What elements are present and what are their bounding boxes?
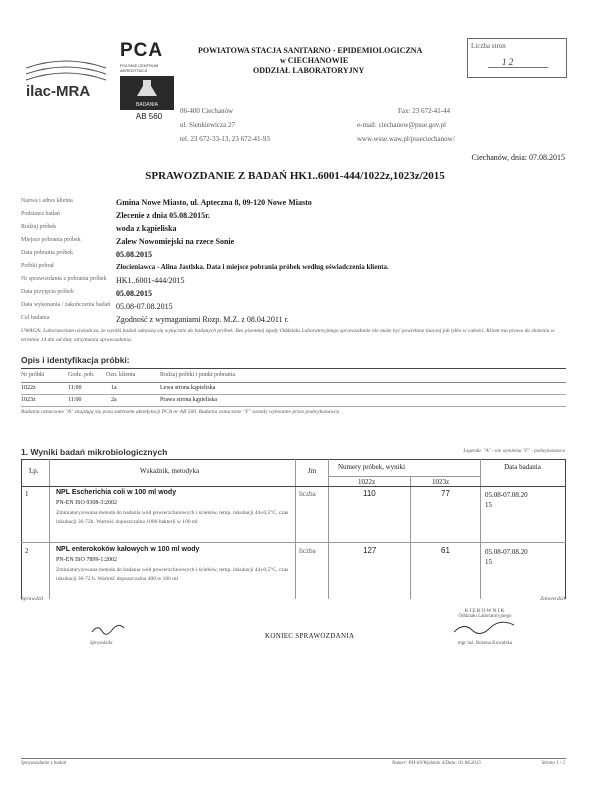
result-name: NPL enterokoków kałowych w 100 ml wody xyxy=(56,546,200,553)
stamp-line3: mgr inż. Bożena Kowalska xyxy=(457,641,513,646)
sheet-count-underline xyxy=(488,67,548,68)
results-col-sample1: 1022z xyxy=(358,478,376,486)
field-row xyxy=(21,302,561,312)
field-row xyxy=(21,289,561,299)
table-border xyxy=(21,459,22,599)
field-row xyxy=(21,198,561,208)
result-norm: PN-EN ISO 9308-3:2002 xyxy=(56,500,117,506)
results-left-note: Sprawdził xyxy=(21,596,44,602)
samples-col-header: Godz. pob. xyxy=(68,372,95,378)
table-cell: 11:00 xyxy=(68,385,82,391)
stamp-line2: Oddziału Laboratoryjnego xyxy=(458,614,512,619)
divider xyxy=(21,406,566,407)
results-col-numbers: Numery próbek, wyniki xyxy=(338,463,406,471)
field-value: 05.08.2015 xyxy=(116,289,152,298)
table-border xyxy=(410,476,411,599)
results-col-param: Wskaźnik, metodyka xyxy=(140,467,200,475)
header-institution-line2: w CIECHANOWIE xyxy=(280,56,349,65)
field-value: HK1..6001-444/2015 xyxy=(116,276,185,285)
field-value: Gmina Nowe Miasto, ul. Apteczna 8, 09-120 Nowe Miasto xyxy=(116,198,312,207)
result-date: 05.08-07.08.2015 xyxy=(485,548,528,566)
field-value: 05.08.2015 xyxy=(116,250,152,259)
divider xyxy=(21,382,566,383)
table-border xyxy=(295,459,296,599)
left-signature xyxy=(90,622,130,646)
approval-stamp xyxy=(420,608,550,646)
header-institution-line1: POWIATOWA STACJA SANITARNO - EPIDEMIOLOGICZNA xyxy=(198,46,423,55)
field-value: woda z kąpieliska xyxy=(116,224,177,233)
field-label: Nazwa i adres klienta xyxy=(21,198,73,204)
result-date: 05.08-07.08.2015 xyxy=(485,491,528,509)
lab-website: www.wsse.waw.pl/psseciechanow/ xyxy=(357,135,455,143)
result-unit: liczba xyxy=(299,547,316,555)
field-label: Data przyjęcia próbek xyxy=(21,289,74,295)
report-title: SPRAWOZDANIE Z BADAŃ HK1..6001-444/1022z,1023z/2015 xyxy=(145,170,445,182)
table-border xyxy=(328,459,329,599)
divider xyxy=(21,542,566,543)
sheet-count-box xyxy=(467,38,567,78)
lab-email: e-mail: ciechanow@psse.gov.pl xyxy=(357,121,446,129)
lab-fax: Fax: 23 672-41-44 xyxy=(398,107,451,115)
table-border xyxy=(480,459,481,599)
field-value: Zalew Nowomiejski na rzece Sonie xyxy=(116,237,235,246)
pca-badge xyxy=(120,76,174,110)
field-row xyxy=(21,211,561,221)
left-signature-label: Sprawdziła xyxy=(90,641,113,646)
footer-divider xyxy=(21,758,566,759)
field-label: Cel badania xyxy=(21,315,50,321)
field-row xyxy=(21,276,561,286)
sheet-count-value: 1 2 xyxy=(502,57,514,67)
table-cell: Lewa strona kąpieliska xyxy=(160,385,216,391)
table-cell: Prawa strona kąpieliska xyxy=(160,397,217,403)
samples-col-header: Nr próbki xyxy=(21,372,45,378)
field-label: Próbki pobrał xyxy=(21,263,54,269)
result-unit: liczba xyxy=(299,490,316,498)
result-norm: PN-EN ISO 7899-1:2002 xyxy=(56,557,117,563)
pca-logo xyxy=(120,40,178,125)
footer-page-number: Strona 1 / 2 xyxy=(541,761,565,766)
notice-text: UWAGA: Laboratorium oświadcza, że wyniki badań odnoszą się wyłącznie do badanych próbek. Bez pisemnej zgody Oddziału Laboratoryjnego sprawozdanie nie może być powielane inaczej jak tylko w całości. Klient ma prawo do złożenia w terminie 14 dni od daty otrzymania sprawozdania. xyxy=(21,328,555,343)
divider xyxy=(21,368,566,369)
result-value: 110 xyxy=(363,489,376,498)
pca-logo-text: PCA xyxy=(120,40,164,61)
lab-address-city: 06-400 Ciechanów xyxy=(180,107,234,115)
results-legend: Legenda: "A" - nie wymienia "F" - podwykonawca xyxy=(463,449,565,454)
field-row xyxy=(21,224,561,234)
stamp-line1: KIEROWNIK xyxy=(464,608,506,614)
signature-scribble-icon xyxy=(450,620,520,636)
ilac-mra-logo xyxy=(20,48,115,108)
flask-icon xyxy=(120,76,174,100)
field-value: Zlecenie z dnia 05.08.2015r. xyxy=(116,211,210,220)
field-label: Data wykonania / zakończenia badań xyxy=(21,302,111,308)
pca-number: AB 560 xyxy=(135,112,163,121)
lab-address-street: ul. Sienkiewicza 27 xyxy=(180,121,236,129)
divider xyxy=(328,476,480,477)
results-col-lp: Lp. xyxy=(29,467,39,475)
lab-address-phone: tel. 23 672-33-13, 23 672-41-93 xyxy=(180,135,270,143)
field-label: Rodzaj próbek xyxy=(21,224,57,230)
field-value: 05.08-07.08.2015 xyxy=(116,302,173,311)
results-col-unit: Jm xyxy=(308,467,317,475)
end-of-report: KONIEC SPRAWOZDANIA xyxy=(265,632,355,640)
footer-left: Sprawozdanie z badań xyxy=(21,761,67,766)
field-value: Złocieniawca - Alina Jastlska. Data i miejsce pobrania próbek według oświadczenia klienta. xyxy=(116,263,389,271)
samples-col-header: Ozn. klienta xyxy=(106,372,136,378)
field-label: Data pobrania próbek xyxy=(21,250,73,256)
field-label: Miejsce pobrania próbek xyxy=(21,237,81,243)
table-border xyxy=(49,459,50,599)
samples-heading: Opis i identyfikacja próbki: xyxy=(21,355,130,365)
table-cell: 1022z xyxy=(21,385,36,391)
field-row xyxy=(21,263,561,273)
ilac-logo-text: ilac-MRA xyxy=(26,83,91,100)
result-lp: 2 xyxy=(25,547,29,555)
field-label: Podstawa badań xyxy=(21,211,60,217)
results-heading: 1. Wyniki badań mikrobiologicznych xyxy=(21,447,168,457)
footer-center: Numer: PH-03/Wydanie 4/Data: 01.08.2015 xyxy=(392,761,481,766)
result-value: 127 xyxy=(363,546,377,555)
field-row xyxy=(21,250,561,260)
table-cell: 1a xyxy=(111,385,117,391)
result-value: 77 xyxy=(441,489,450,498)
samples-footnote: Badania oznaczone "A" znajdują się poza zakresem akredytacji PCA nr AB 560. Badania oznaczone "F" zostały wykonane przez podwykonawcę. xyxy=(21,409,341,415)
table-cell: 11:00 xyxy=(68,397,82,403)
pca-logo-subtext: POLSKIE CENTRUM AKREDYTACJI xyxy=(120,63,159,73)
table-cell: 1023z xyxy=(21,397,36,403)
sheet-count-label: Liczba stron xyxy=(471,42,506,50)
field-row xyxy=(21,237,561,247)
divider xyxy=(21,394,566,395)
results-col-date: Data badania xyxy=(504,463,541,471)
result-name: NPL Escherichia coli w 100 ml wody xyxy=(56,489,177,496)
header-institution-line3: ODDZIAŁ LABORATORYJNY xyxy=(253,66,365,75)
document-date: Ciechanów, dnia: 07.08.2015 xyxy=(471,153,565,162)
signature-scribble-icon xyxy=(90,622,130,636)
divider xyxy=(21,486,566,487)
divider xyxy=(21,459,566,460)
table-cell: 2a xyxy=(111,397,117,403)
result-value: 61 xyxy=(441,546,450,555)
field-value: Zgodność z wymaganiami Rozp. M.Z. z 08.04.2011 r. xyxy=(116,315,289,324)
field-row xyxy=(21,315,561,325)
result-desc: Zminiaturyzowana metoda do badania wód powierzchniowych i ścieków, temp. inkubacji 44±0,5°C, czas inkubacji 36-72 h. Wartość dopuszczalna 400 w 100 ml xyxy=(56,567,289,582)
table-border xyxy=(565,459,566,599)
pca-badge-text: BADANIA xyxy=(136,102,158,108)
result-lp: 1 xyxy=(25,490,29,498)
results-col-sample2: 1023z xyxy=(432,478,450,486)
field-label: Nr sprawozdania z pobrania próbek xyxy=(21,276,107,282)
samples-col-header: Rodzaj próbki i punkt pobrania xyxy=(160,372,235,378)
results-right-note: Zatwierdził xyxy=(540,596,565,602)
result-desc: Zminiaturyzowana metoda do badania wód powierzchniowych i ścieków, temp. inkubacji 44±0,5°C, czas inkubacji 36-72h. Wartość dopuszczalna 1000 bakterii w 100 ml xyxy=(56,510,289,525)
